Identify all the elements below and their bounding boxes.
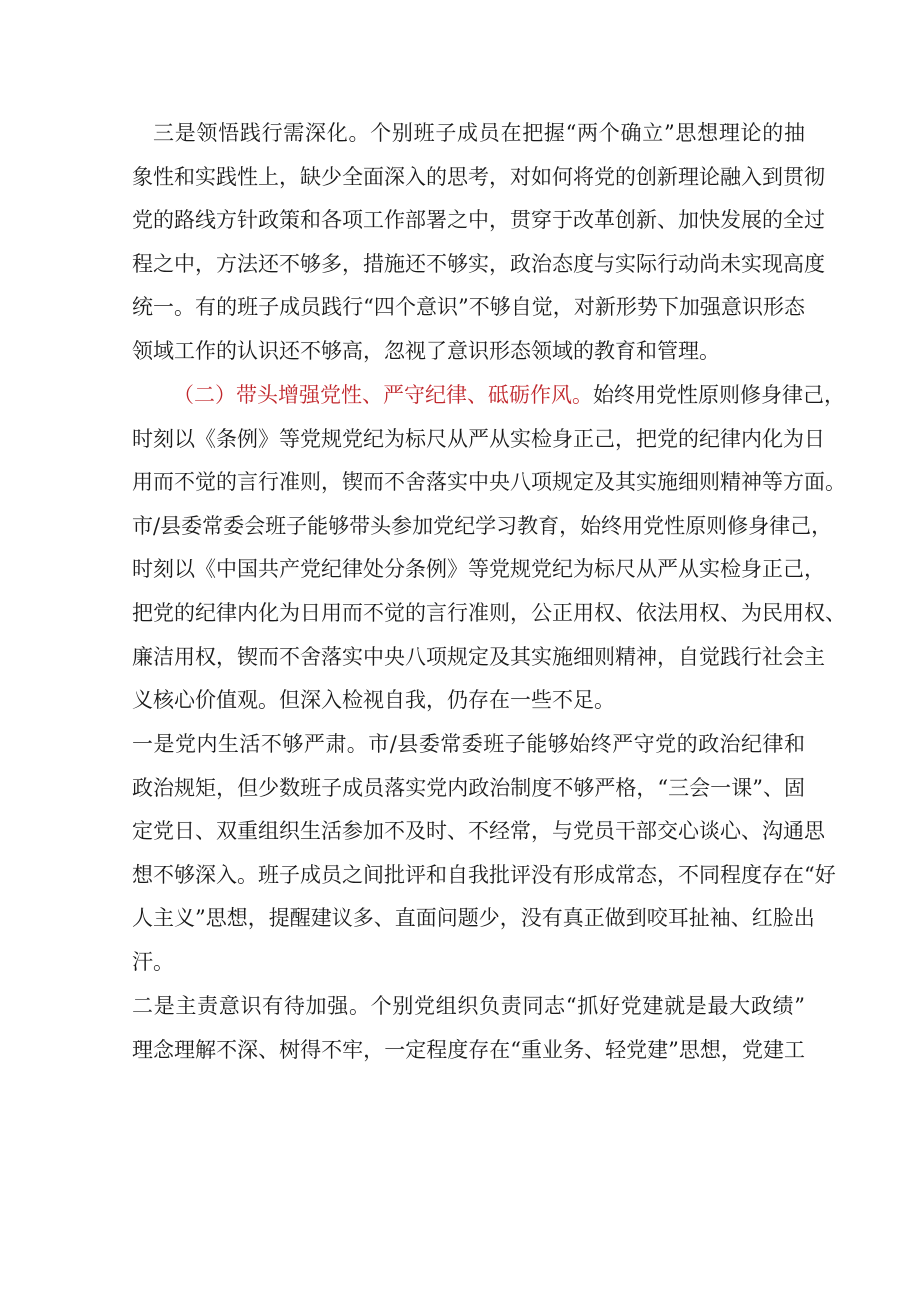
text-line: 程之中，方法还不够多，措施还不够实，政治态度与实际行动尚未实现高度	[132, 251, 825, 276]
text-line: 汗。	[132, 949, 174, 974]
paragraph-4	[132, 985, 805, 1072]
text-line: 政治规矩，但少数班子成员落实党内政治制度不够严格，“三会一课”、固	[132, 775, 805, 800]
text-line: 义核心价值观。但深入检视自我，仍存在一些不足。	[132, 688, 615, 713]
text-line: 时刻以《中国共产党纪律处分条例》等党规党纪为标尺从严从实检身正己，	[132, 557, 825, 582]
text-line: 市/县委常委会班子能够带头参加党纪学习教育，始终用党性原则修身律己，	[132, 513, 833, 538]
paragraph-2	[132, 374, 846, 723]
text-line: 二是主责意识有待加强。个别党组织负责同志“抓好党建就是最大政绩”	[132, 994, 805, 1018]
text-line	[153, 374, 845, 418]
text-line: 用而不觉的言行准则，锲而不舍落实中央八项规定及其实施细则精神等方面。	[132, 470, 846, 495]
paragraph-3	[132, 723, 836, 985]
text-line: 一是党内生活不够严肃。市/县委常委班子能够始终严守党的政治纪律和	[132, 732, 805, 756]
text-line: 象性和实践性上，缺少全面深入的思考，对如何将党的创新理论融入到贯彻	[132, 164, 825, 189]
text-line: 定党日、双重组织生活参加不及时、不经常，与党员干部交心谈心、沟通思	[132, 819, 825, 844]
text-line: 把党的纪律内化为日用而不觉的言行准则，公正用权、依法用权、为民用权、	[132, 600, 846, 625]
text-line: 党的路线方针政策和各项工作部署之中，贯穿于改革创新、加快发展的全过	[132, 208, 825, 233]
text-line: 三是领悟践行需深化。个别班子成员在把握“两个确立”思想理论的抽	[153, 121, 805, 145]
text-line: 想不够深入。班子成员之间批评和自我批评没有形成常态，不同程度存在“好	[132, 862, 836, 887]
section-heading: （二）带头增强党性、严守纪律、砥砺作风。	[173, 383, 593, 407]
text-line: 时刻以《条例》等党规党纪为标尺从严从实检身正己，把党的纪律内化为日	[132, 426, 825, 451]
text-line: 理念理解不深、树得不牢，一定程度存在“重业务、轻党建”思想，党建工	[132, 1037, 805, 1062]
text-line: 领域工作的认识还不够高，忽视了意识形态领域的教育和管理。	[132, 338, 720, 363]
heading-continuation: 始终用党性原则修身律己，	[593, 383, 845, 407]
paragraph-1	[132, 112, 825, 374]
text-line: 廉洁用权，锲而不舍落实中央八项规定及其实施细则精神，自觉践行社会主	[132, 644, 825, 669]
text-line: 人主义”思想，提醒建议多、直面问题少，没有真正做到咬耳扯袖、红脸出	[132, 906, 815, 931]
text-line: 统一。有的班子成员践行“四个意识”不够自觉，对新形势下加强意识形态	[132, 295, 805, 320]
